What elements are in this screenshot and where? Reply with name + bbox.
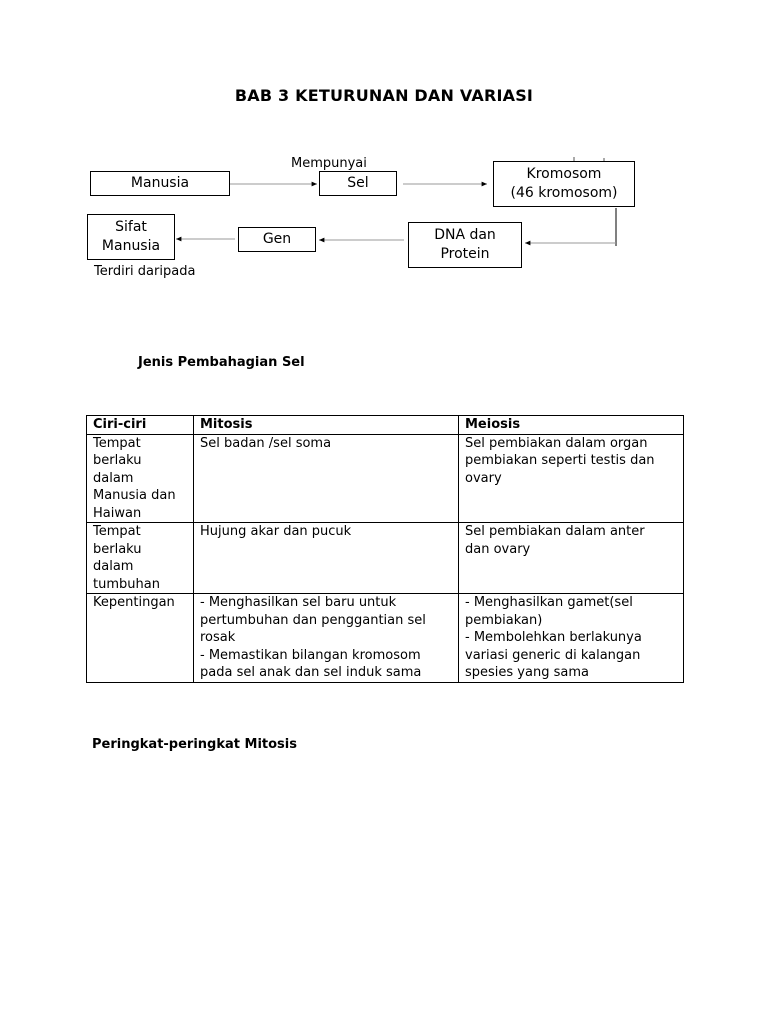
cell-text-line: pembiakan seperti testis dan [465, 453, 655, 468]
box-dna-protein [408, 222, 522, 268]
cell-text-line: dalam [93, 470, 134, 486]
cell-text-line: - Menghasilkan sel baru untuk [200, 595, 397, 610]
cell-text-line: Manusia dan [93, 488, 176, 503]
mitosis-cell [194, 434, 459, 523]
cell-text-line: tumbuhan [93, 576, 160, 592]
cell-text-line: Hujung akar dan pucuk [200, 524, 352, 539]
header-ciri-ciri: Ciri-ciri [87, 416, 194, 435]
box-sifat-line2: Manusia [101, 238, 161, 254]
cell-text-line: variasi generic di kalangan [465, 647, 641, 663]
criteria-cell [87, 523, 194, 594]
box-dna-line2: Protein [440, 246, 490, 262]
cell-text-line: Sel pembiakan dalam organ [465, 435, 648, 451]
meiosis-cell [459, 594, 684, 683]
box-gen-label: Gen [262, 231, 292, 247]
box-manusia-label: Manusia [130, 175, 190, 191]
cell-text-line: pada sel anak dan sel induk sama [200, 665, 422, 680]
cell-text-line: rosak [200, 630, 236, 645]
meiosis-cell [459, 523, 684, 594]
box-sifat-line1: Sifat [115, 219, 147, 235]
box-kromosom-line2: (46 kromosom) [510, 185, 618, 201]
box-sel [319, 171, 397, 196]
criteria-cell [87, 594, 194, 683]
box-kromosom-line1: Kromosom [526, 166, 602, 182]
cell-text-line: - Menghasilkan gamet(sel [465, 595, 633, 610]
cell-text-line: Kepentingan [93, 595, 175, 610]
table-row [87, 434, 684, 523]
cell-text-line: Tempat [93, 524, 141, 539]
box-gen [238, 227, 316, 252]
header-meiosis: Meiosis [459, 416, 684, 435]
cell-text-line: berlaku [93, 541, 142, 557]
box-dna-line1: DNA dan [434, 227, 496, 243]
meiosis-cell [459, 434, 684, 523]
header-mitosis: Mitosis [194, 416, 459, 435]
cell-text-line: - Memastikan bilangan kromosom [200, 647, 421, 663]
box-sifat-manusia [87, 214, 175, 260]
cell-text-line: spesies yang sama [465, 665, 589, 680]
section-heading-jenis: Jenis Pembahagian Sel [138, 355, 305, 370]
cell-text-line: ovary [465, 470, 502, 486]
cell-text-line: berlaku [93, 453, 142, 468]
cell-division-table [86, 415, 684, 683]
cell-text-line: pertumbuhan dan penggantian sel [200, 612, 426, 628]
cell-text-line: Sel badan /sel soma [200, 435, 332, 451]
table-row [87, 594, 684, 683]
cell-text-line: pembiakan) [465, 612, 543, 628]
box-kromosom [493, 161, 635, 207]
page-title: BAB 3 KETURUNAN DAN VARIASI [234, 86, 534, 105]
box-sel-label: Sel [347, 175, 369, 191]
cell-text-line: dan ovary [465, 541, 531, 557]
label-mempunyai: Mempunyai [291, 156, 367, 171]
box-manusia [90, 171, 230, 196]
cell-text-line: - Membolehkan berlakunya [465, 630, 642, 645]
cell-text-line: Sel pembiakan dalam anter [465, 524, 645, 539]
mitosis-cell [194, 594, 459, 683]
criteria-cell [87, 434, 194, 523]
table-row [87, 523, 684, 594]
cell-text-line: dalam [93, 559, 134, 574]
cell-text-line: Tempat [93, 435, 141, 451]
cell-text-line: Haiwan [93, 505, 142, 521]
table-header-row [87, 416, 684, 435]
mitosis-cell [194, 523, 459, 594]
label-terdiri-daripada: Terdiri daripada [94, 264, 196, 279]
section-heading-peringkat: Peringkat-peringkat Mitosis [92, 737, 297, 752]
